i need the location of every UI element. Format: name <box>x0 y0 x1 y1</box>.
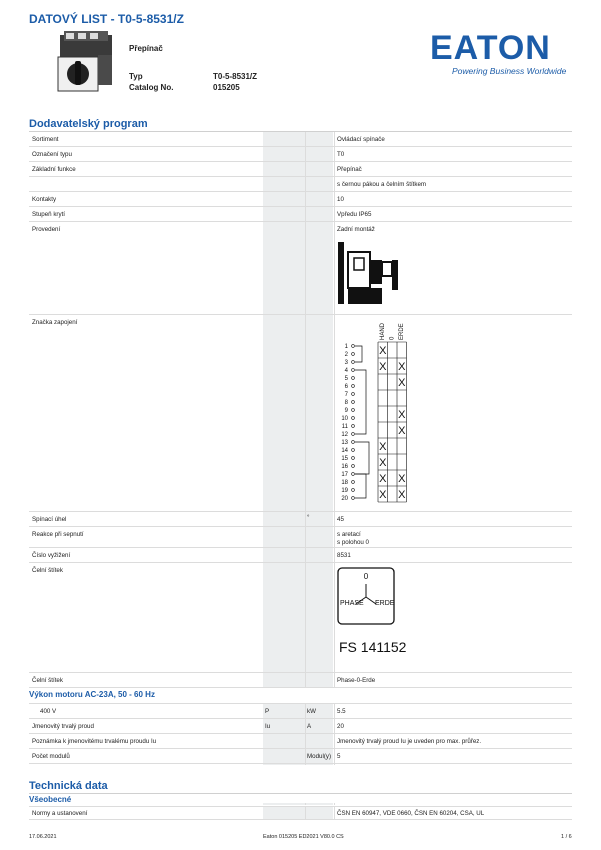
row-symbol: Iu <box>265 723 271 730</box>
row-value: Vpředu IP65 <box>337 211 372 218</box>
terminal-number: 10 <box>341 416 348 422</box>
row-label: Jmenovitý trvalý proud <box>32 723 94 730</box>
row-protection <box>29 207 572 222</box>
row-label: Kontakty <box>32 196 57 203</box>
row-label: Čelní štítek <box>32 677 63 684</box>
plate-code: FS 141152 <box>339 639 407 655</box>
row-front-plate-text <box>29 673 572 688</box>
row-voltage <box>29 704 572 719</box>
row-current <box>29 719 572 734</box>
row-value: Ovládací spínače <box>337 136 385 143</box>
row-modules <box>29 749 572 764</box>
row-unit: ° <box>307 514 310 521</box>
plate-top-label: 0 <box>363 572 369 581</box>
motor-subsection-row <box>29 688 572 704</box>
row-label: Základní funkce <box>32 166 76 173</box>
terminal-circle <box>352 345 355 348</box>
terminal-circle <box>352 385 355 388</box>
front-plate-drawing <box>337 567 409 657</box>
row-label: Spínací úhel <box>32 516 67 523</box>
terminal-circle <box>352 481 355 484</box>
terminal-circle <box>352 393 355 396</box>
plate-right-label: ERDE <box>375 600 395 607</box>
row-label: Označení typu <box>32 151 72 158</box>
row-design <box>29 222 572 315</box>
row-value: s polohou 0 <box>337 539 369 546</box>
terminal-number: 7 <box>344 392 348 398</box>
contact-mark: X <box>379 441 387 453</box>
row-front-plate <box>29 563 572 673</box>
terminal-number: 18 <box>341 480 348 486</box>
connection-bracket <box>355 442 369 474</box>
product-name: Přepínač <box>129 44 163 53</box>
contact-mark: X <box>379 361 387 373</box>
position-label: HAND <box>380 322 386 340</box>
row-reaction <box>29 527 572 548</box>
position-label: 0 <box>389 336 396 340</box>
section-technical-title: Technická data <box>29 780 108 792</box>
rear-mounting-diagram <box>338 240 408 306</box>
contact-mark: X <box>379 345 387 357</box>
terminal-number: 9 <box>344 408 348 414</box>
terminal-number: 13 <box>341 440 348 446</box>
terminal-circle <box>352 497 355 500</box>
row-basic-function <box>29 162 572 177</box>
terminal-number: 2 <box>344 352 348 358</box>
row-value: s aretací <box>337 531 361 538</box>
document-title: DATOVÝ LIST - T0-5-8531/Z <box>29 12 184 26</box>
terminal-number: 12 <box>341 432 348 438</box>
catalog-value: 015205 <box>213 83 240 92</box>
eaton-tagline: Powering Business Worldwide <box>452 66 567 76</box>
row-contacts <box>29 192 572 207</box>
row-label: Čelní štítek <box>32 567 63 574</box>
terminal-circle <box>352 361 355 364</box>
terminal-number: 11 <box>341 424 348 430</box>
row-symbol: P <box>265 708 270 715</box>
row-label: Provedení <box>32 226 61 233</box>
terminal-number: 6 <box>344 384 348 390</box>
row-value: 45 <box>337 516 344 523</box>
terminal-number: 3 <box>344 360 348 366</box>
row-basic-function-extra <box>29 177 572 192</box>
connection-bracket <box>355 370 366 434</box>
row-value: Zadní montáž <box>337 226 375 233</box>
contact-mark: X <box>398 361 406 373</box>
section-supplier-title: Dodavatelský program <box>29 118 148 130</box>
footer-reference: Eaton 015205 ED2021 V80.0 CS <box>263 834 344 840</box>
terminal-circle <box>352 369 355 372</box>
row-value: Phase-0-Erde <box>337 677 376 684</box>
row-unit: Modul(y) <box>307 753 332 760</box>
connection-bracket <box>355 474 366 498</box>
row-label: 400 V <box>40 708 57 715</box>
row-label: Poznámka k jmenovitému trvalému proudu Iu <box>32 738 157 745</box>
row-label: Reakce při sepnutí <box>32 531 84 538</box>
terminal-number: 4 <box>344 368 348 374</box>
contact-mark: X <box>398 409 406 421</box>
row-instruction <box>29 548 572 563</box>
row-switch-angle <box>29 512 572 527</box>
terminal-circle <box>352 449 355 452</box>
contact-mark: X <box>379 489 387 501</box>
position-label: ERDE <box>399 323 405 340</box>
row-label: Stupeň krytí <box>32 211 66 218</box>
product-photo <box>52 27 118 93</box>
wiring-diagram <box>338 318 418 508</box>
type-value: T0-5-8531/Z <box>213 72 258 81</box>
row-label: Normy a ustanovení <box>32 810 88 817</box>
terminal-circle <box>352 489 355 492</box>
contact-mark: X <box>379 473 387 485</box>
contact-mark: X <box>398 377 406 389</box>
terminal-circle <box>352 401 355 404</box>
footer-date: 17.06.2021 <box>29 834 57 840</box>
row-norms <box>29 806 572 820</box>
terminal-number: 14 <box>341 448 348 454</box>
terminal-circle <box>352 473 355 476</box>
terminal-circle <box>352 377 355 380</box>
terminal-circle <box>352 433 355 436</box>
terminal-number: 16 <box>341 464 348 470</box>
row-value: 8531 <box>337 552 351 559</box>
plate-left-label: PHASE <box>340 600 364 607</box>
row-sortiment <box>29 132 572 147</box>
row-value: ČSN EN 60947, VDE 0660, ČSN EN 60204, CSA, UL <box>337 810 485 817</box>
row-label: Počet modulů <box>32 753 70 760</box>
terminal-number: 15 <box>341 456 348 462</box>
terminal-number: 17 <box>341 472 348 478</box>
row-label: Sortiment <box>32 136 59 143</box>
terminal-number: 1 <box>344 344 348 350</box>
row-value: 20 <box>337 723 344 730</box>
row-type-designation <box>29 147 572 162</box>
terminal-number: 20 <box>341 496 348 502</box>
terminal-circle <box>352 457 355 460</box>
row-unit: A <box>307 723 312 730</box>
terminal-circle <box>352 409 355 412</box>
terminal-number: 5 <box>344 376 348 382</box>
connection-bracket <box>355 346 362 362</box>
general-subtitle: Všeobecné <box>29 795 72 804</box>
terminal-circle <box>352 465 355 468</box>
row-current-note <box>29 734 572 749</box>
row-value: Jmenovitý trvalý proud Iu je uveden pro max. průřez. <box>337 738 482 745</box>
row-value: s černou pákou a čelním štítkem <box>337 181 427 188</box>
contact-mark: X <box>379 457 387 469</box>
row-value: 10 <box>337 196 344 203</box>
terminal-circle <box>352 441 355 444</box>
row-value: Přepínač <box>337 166 362 173</box>
terminal-number: 8 <box>344 400 348 406</box>
section-rule <box>29 793 572 794</box>
terminal-circle <box>352 353 355 356</box>
terminal-number: 19 <box>341 488 348 494</box>
eaton-logo-text: EATON <box>430 29 551 67</box>
row-value: 5 <box>337 753 341 760</box>
row-label: Číslo vyžižení <box>32 552 71 559</box>
contact-mark: X <box>398 425 406 437</box>
footer-page: 1 / 6 <box>561 834 572 840</box>
type-label: Typ <box>129 72 143 81</box>
row-unit: kW <box>307 708 316 715</box>
contact-mark: X <box>398 489 406 501</box>
eaton-logo <box>430 29 551 67</box>
catalog-label: Catalog No. <box>129 83 174 92</box>
contact-mark: X <box>398 473 406 485</box>
terminal-circle <box>352 417 355 420</box>
row-wiring <box>29 315 572 512</box>
terminal-circle <box>352 425 355 428</box>
row-value: 5.5 <box>337 708 346 715</box>
motor-subsection-title: Výkon motoru AC-23A, 50 - 60 Hz <box>29 690 155 699</box>
row-label: Značka zapojení <box>32 319 78 326</box>
row-value: T0 <box>337 151 345 158</box>
